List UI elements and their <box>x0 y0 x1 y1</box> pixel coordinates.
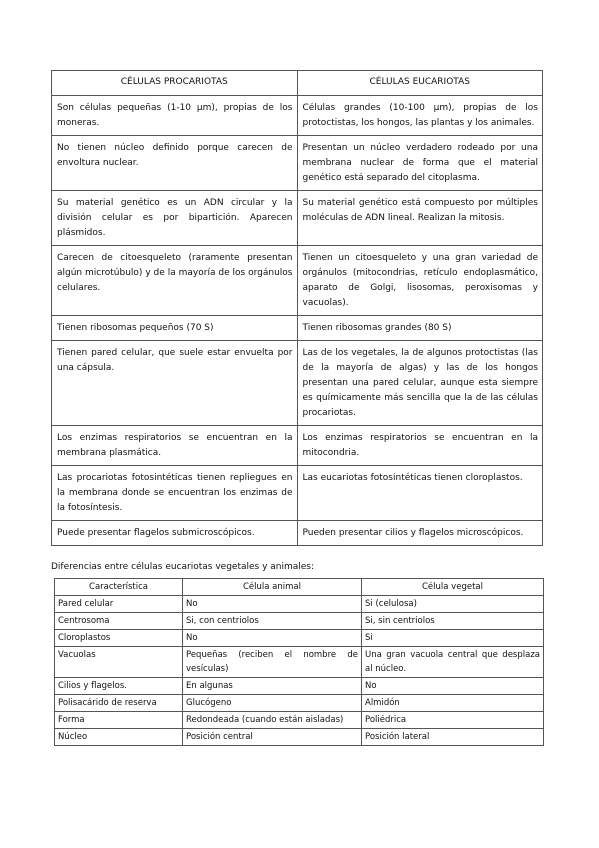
animal-plant-cell-table <box>54 578 544 746</box>
table-cell: Centrosoma <box>55 613 183 630</box>
table-cell: No <box>183 596 362 613</box>
table-cell: Si, sin centriolos <box>362 613 544 630</box>
header-plant-cell: Célula vegetal <box>362 579 544 596</box>
table-row <box>55 729 544 746</box>
table-cell: Si <box>362 630 544 647</box>
table-row <box>52 316 543 341</box>
table-cell: Si, con centriolos <box>183 613 362 630</box>
table-row <box>52 191 543 246</box>
table-cell: Una gran vacuola central que desplaza al núcleo. <box>362 647 544 678</box>
table-cell: No tienen núcleo definido porque carecen de envoltura nuclear. <box>52 136 298 191</box>
table-row <box>52 521 543 546</box>
table-cell: Redondeada (cuando están aisladas) <box>183 712 362 729</box>
header-eukaryotes: CÉLULAS EUCARIOTAS <box>297 71 543 96</box>
table-cell: Los enzimas respiratorios se encuentran en la membrana plasmática. <box>52 426 298 466</box>
table-cell: No <box>362 678 544 695</box>
table-cell: Tienen ribosomas pequeños (70 S) <box>52 316 298 341</box>
table-row <box>55 647 544 678</box>
table-cell: Células grandes (10-100 μm), propias de los protoctistas, los hongos, las plantas y los animales. <box>297 96 543 136</box>
table-cell: Si (celulosa) <box>362 596 544 613</box>
table-row <box>55 712 544 729</box>
table-cell: Las de los vegetales, la de algunos protoctistas (las de la mayoría de algas) y las de los hongos presentan una pared celular, aunque esta siempre es químicamente más sencilla que la de las células procariotas. <box>297 341 543 426</box>
table-cell: Tienen ribosomas grandes (80 S) <box>297 316 543 341</box>
table-cell: Tienen pared celular, que suele estar envuelta por una cápsula. <box>52 341 298 426</box>
table-cell: Poliédrica <box>362 712 544 729</box>
table-row <box>52 466 543 521</box>
table-cell: Pequeñas (reciben el nombre de vesículas) <box>183 647 362 678</box>
table-cell: Carecen de citoesqueleto (raramente presentan algún microtúbulo) y de la mayoría de los orgánulos celulares. <box>52 246 298 316</box>
table-cell: Pared celular <box>55 596 183 613</box>
table-cell: Puede presentar flagelos submicroscópicos. <box>52 521 298 546</box>
header-animal-cell: Célula animal <box>183 579 362 596</box>
table-cell: Tienen un citoesqueleto y una gran variedad de orgánulos (mitocondrias, retículo endoplasmático, aparato de Golgi, lisosomas, peroxisomas y vacuolas). <box>297 246 543 316</box>
table-row <box>55 613 544 630</box>
table-cell: Los enzimas respiratorios se encuentran en la mitocondria. <box>297 426 543 466</box>
table-cell: Núcleo <box>55 729 183 746</box>
table-header-row <box>52 71 543 96</box>
table-row <box>52 246 543 316</box>
header-prokaryotes: CÉLULAS PROCARIOTAS <box>52 71 298 96</box>
table-cell: Posición lateral <box>362 729 544 746</box>
table-cell: Forma <box>55 712 183 729</box>
table-cell: No <box>183 630 362 647</box>
table-cell: Cloroplastos <box>55 630 183 647</box>
table-row <box>55 596 544 613</box>
header-characteristic: Característica <box>55 579 183 596</box>
table-cell: Su material genético es un ADN circular y la división celular es por bipartición. Aparecen plásmidos. <box>52 191 298 246</box>
table-cell: Cilios y flagelos. <box>55 678 183 695</box>
table-row <box>52 341 543 426</box>
table-row <box>55 695 544 712</box>
table-row <box>52 426 543 466</box>
table-cell: Pueden presentar cilios y flagelos microscópicos. <box>297 521 543 546</box>
table-cell: Polisacárido de reserva <box>55 695 183 712</box>
table-row <box>52 96 543 136</box>
table-cell: Su material genético está compuesto por múltiples moléculas de ADN lineal. Realizan la mitosis. <box>297 191 543 246</box>
table-cell: En algunas <box>183 678 362 695</box>
table-cell: Son células pequeñas (1-10 μm), propias de los moneras. <box>52 96 298 136</box>
table-row <box>55 678 544 695</box>
table-header-row <box>55 579 544 596</box>
table-cell: Posición central <box>183 729 362 746</box>
table-cell: Vacuolas <box>55 647 183 678</box>
table-cell: Presentan un núcleo verdadero rodeado por una membrana nuclear de forma que el material genético está separado del citoplasma. <box>297 136 543 191</box>
table-cell: Las procariotas fotosintéticas tienen repliegues en la membrana donde se encuentran los enzimas de la fotosíntesis. <box>52 466 298 521</box>
table-row <box>55 630 544 647</box>
prokaryote-eukaryote-table <box>51 70 543 546</box>
second-table-caption: Diferencias entre células eucariotas vegetales y animales: <box>51 562 315 572</box>
table-cell: Almidón <box>362 695 544 712</box>
table-row <box>52 136 543 191</box>
table-cell: Glucógeno <box>183 695 362 712</box>
table-cell: Las eucariotas fotosintéticas tienen cloroplastos. <box>297 466 543 521</box>
